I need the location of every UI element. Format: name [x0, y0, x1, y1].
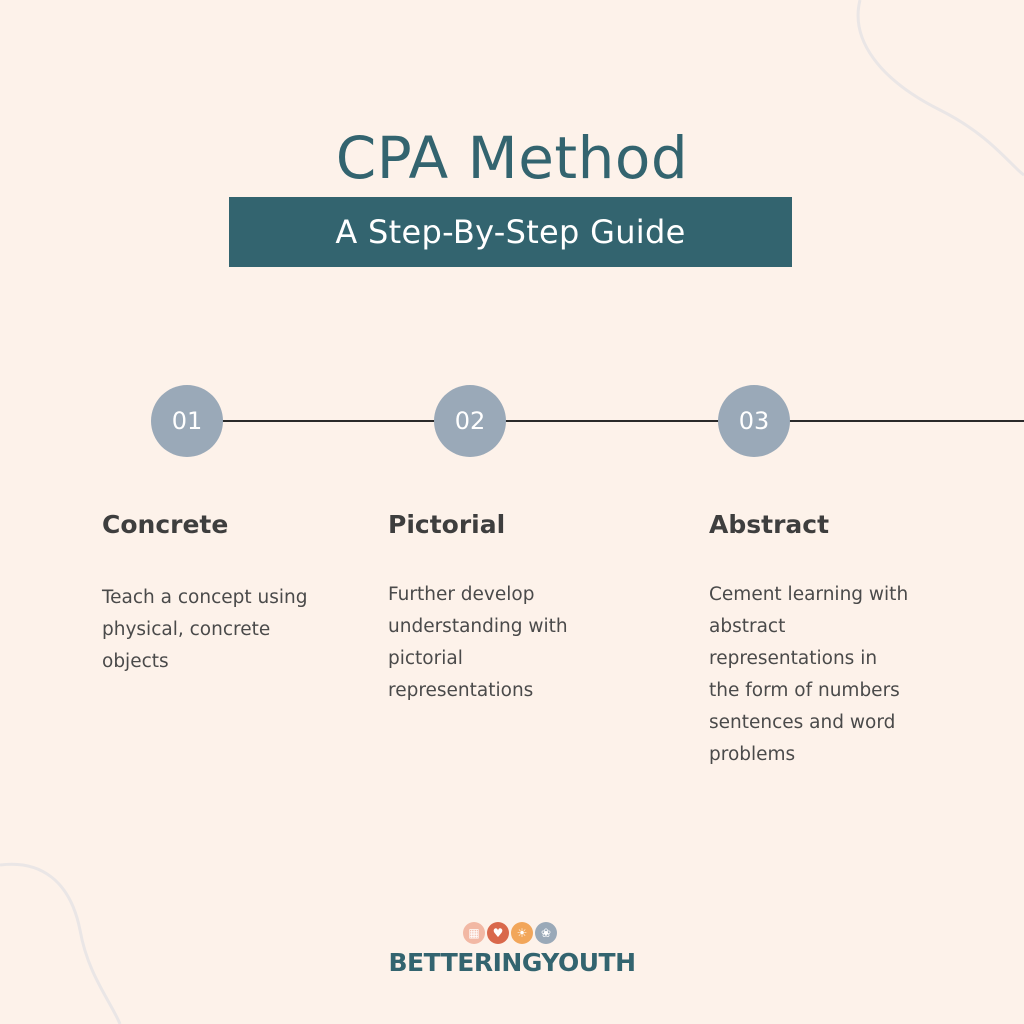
step-2-heading: Pictorial	[388, 510, 506, 539]
step-1-line: objects	[102, 651, 169, 672]
step-3-line: problems	[709, 744, 796, 765]
step-2-description	[388, 579, 568, 707]
step-3-line: representations in	[709, 648, 878, 669]
step-1-line: physical, concrete	[102, 619, 271, 640]
step-1-number-badge: 01	[151, 385, 223, 457]
step-3-line: sentences and word	[709, 712, 896, 733]
step-2-line: pictorial	[388, 648, 463, 669]
step-2-number-badge: 02	[434, 385, 506, 457]
step-3-description	[709, 579, 908, 771]
subtitle-text: A Step-By-Step Guide	[335, 213, 686, 251]
brand-logo-icons	[463, 922, 563, 948]
step-1-line: Teach a concept using	[102, 587, 308, 608]
brand-name: BETTERINGYOUTH	[388, 948, 636, 977]
subtitle-banner	[229, 197, 792, 267]
step-3-line: Cement learning with	[709, 584, 909, 605]
sun-icon: ☀	[511, 922, 533, 944]
step-3-number-badge: 03	[718, 385, 790, 457]
page-title: CPA Method	[335, 124, 689, 192]
step-1-description	[102, 582, 308, 678]
heart-icon: ♥	[487, 922, 509, 944]
step-2-line: Further develop	[388, 584, 535, 605]
step-1-heading: Concrete	[102, 510, 229, 539]
step-2-line: representations	[388, 680, 534, 701]
book-icon: ▦	[463, 922, 485, 944]
step-3-heading: Abstract	[709, 510, 830, 539]
leaf-icon: ❀	[535, 922, 557, 944]
step-3-line: abstract	[709, 616, 786, 637]
timeline-line	[186, 420, 1024, 422]
step-2-line: understanding with	[388, 616, 568, 637]
step-3-line: the form of numbers	[709, 680, 900, 701]
